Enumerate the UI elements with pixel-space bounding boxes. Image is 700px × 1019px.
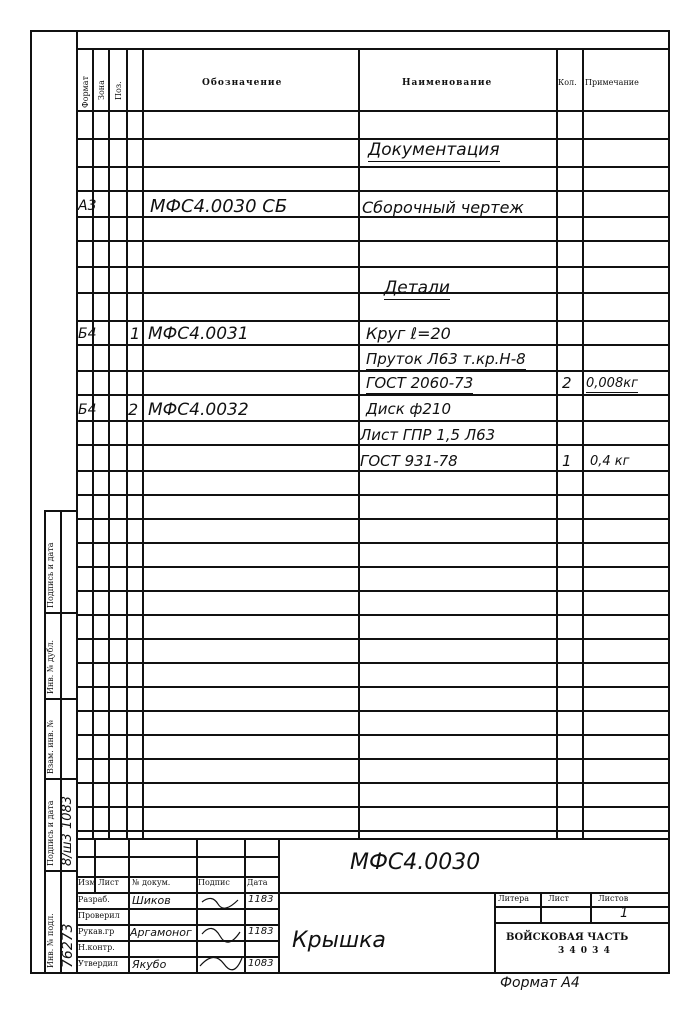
tb-label-n-kontr: Н.контр. — [78, 943, 115, 952]
row-line — [76, 830, 668, 832]
tb-label-prover: Проверил — [78, 911, 120, 920]
row-3-pos: 1 — [130, 324, 141, 343]
tb-label-list2: Лист — [548, 894, 569, 903]
row-line — [76, 494, 668, 496]
row-line — [76, 734, 668, 736]
tb-razrab-date: 1183 — [248, 894, 274, 905]
tb-label-izm: Изм — [78, 878, 96, 887]
tb-label-listov: Листов — [598, 894, 629, 903]
row-line — [76, 710, 668, 712]
row-3-format: Б4 — [78, 326, 97, 342]
tb-col-5 — [278, 838, 280, 972]
tb-col-4 — [244, 838, 246, 972]
row-5-qty: 2 — [562, 374, 572, 392]
side-label-inv-podl: Инв. № подл. — [46, 913, 55, 968]
tb-name: Крышка — [292, 928, 386, 953]
row-line — [76, 662, 668, 664]
tb-utverdil-name: Якубо — [132, 958, 167, 971]
tb-label-ruk-gr: Рукав.гр — [78, 927, 115, 936]
row-6-designation: МФС4.0032 — [148, 400, 249, 420]
header-top — [76, 48, 668, 50]
format-note: Формат А4 — [500, 975, 580, 991]
row-documentation-name: Документация — [368, 140, 500, 160]
row-3-name: Круг ℓ=20 — [366, 324, 451, 343]
frame-bottom — [30, 972, 670, 974]
tb-col-6 — [494, 892, 496, 972]
row-1-format: А3 — [78, 198, 97, 214]
tb-litera-col — [540, 892, 542, 922]
side-label-vzam-inv: Взам. инв. № — [46, 719, 55, 774]
header-zone: Зона — [97, 80, 106, 100]
row-8-note: 0,4 кг — [590, 454, 630, 469]
tb-litera-row-2 — [494, 922, 668, 924]
row-5-name: ГОСТ 2060-73 — [366, 374, 474, 392]
row-6-name: Диск ф210 — [366, 400, 451, 418]
row-1-name: Сборочный чертеж — [362, 198, 524, 217]
row-1-designation: МФС4.0030 СБ — [150, 196, 288, 217]
row-line — [76, 292, 668, 294]
frame-right — [668, 30, 670, 974]
row-6-pos: 2 — [128, 400, 139, 419]
tb-organization: ВОЙСКОВАЯ ЧАСТЬ — [506, 932, 629, 943]
tb-row-1 — [76, 856, 278, 858]
row-line — [76, 266, 668, 268]
row-6-format: Б4 — [78, 402, 97, 418]
tb-top — [76, 838, 668, 840]
frame-inner-left — [76, 30, 78, 974]
frame-top — [30, 30, 670, 32]
tb-sheets-total: 1 — [620, 906, 629, 921]
frame-left — [30, 30, 32, 974]
row-5-note: 0,008кг — [586, 376, 638, 391]
row-details-name: Детали — [384, 278, 450, 298]
tb-label-litera: Литера — [498, 894, 530, 903]
tb-label-data: Дата — [247, 878, 268, 887]
row-line — [76, 370, 668, 372]
tb-list-col — [590, 892, 592, 922]
tb-litera-row — [494, 906, 668, 908]
header-pos: Поз. — [114, 81, 123, 100]
tb-col-2 — [128, 838, 130, 972]
row-line — [76, 518, 668, 520]
tb-label-list: Лист — [98, 878, 119, 887]
signatures-scribble — [198, 892, 244, 972]
row-line — [76, 344, 668, 346]
tb-label-n-dokum: № докум. — [132, 878, 171, 887]
side-label-sign-date-2: Подпись и дата — [46, 800, 55, 866]
header-qty: Кол. — [558, 78, 577, 87]
row-line — [76, 638, 668, 640]
row-4-name: Пруток Л63 т.кр.Н-8 — [366, 350, 526, 368]
row-line — [76, 782, 668, 784]
specification-sheet — [30, 30, 670, 974]
side-sep-1 — [44, 612, 76, 614]
side-label-inv-dubl: Инв. № дубл. — [46, 639, 55, 694]
row-line — [76, 566, 668, 568]
side-sep-4 — [44, 870, 76, 872]
side-label-sign-date-1: Подпись и дата — [46, 542, 55, 608]
tb-row-4 — [76, 908, 278, 910]
row-line — [76, 542, 668, 544]
row-7-name: Лист ГПР 1,5 Л63 — [360, 426, 496, 444]
row-line — [76, 166, 668, 168]
side-sign-value: 8/ш3 1083 — [60, 795, 75, 866]
tb-org-number: 3 4 0 3 4 — [558, 946, 611, 956]
header-note: Примечание — [585, 78, 639, 87]
header-format: Формат — [81, 76, 90, 108]
tb-row-6 — [76, 940, 278, 942]
side-inv-podl-value: 76273 — [60, 923, 76, 968]
row-8-qty: 1 — [562, 452, 572, 470]
header-name: Наименование — [402, 78, 493, 88]
row-line — [76, 420, 668, 422]
row-line — [76, 758, 668, 760]
tb-razrab-name: Шиков — [132, 894, 171, 907]
tb-utverdil-date: 1083 — [248, 958, 274, 969]
row-line — [76, 686, 668, 688]
row-line — [76, 614, 668, 616]
row-line — [76, 190, 668, 192]
tb-label-podpis: Подпис — [198, 878, 230, 887]
row-8-name: ГОСТ 931-78 — [360, 452, 458, 470]
side-sep-3 — [44, 778, 76, 780]
tb-ruk-gr-date: 1183 — [248, 926, 274, 937]
row-line — [76, 320, 668, 322]
row-line — [76, 240, 668, 242]
tb-designation: МФС4.0030 — [350, 850, 481, 875]
header-separator — [76, 110, 668, 112]
row-line — [76, 394, 668, 396]
tb-ruk-gr-name: Аргамоног — [130, 926, 192, 939]
side-sep-2 — [44, 698, 76, 700]
tb-label-razrab: Разраб. — [78, 895, 110, 904]
header-designation: Обозначение — [202, 78, 283, 88]
side-top — [44, 510, 76, 512]
row-3-designation: МФС4.0031 — [148, 324, 249, 344]
row-line — [76, 806, 668, 808]
side-col-sep-2 — [60, 510, 62, 972]
row-line — [76, 590, 668, 592]
tb-label-utverdil: Утвердил — [78, 959, 118, 968]
